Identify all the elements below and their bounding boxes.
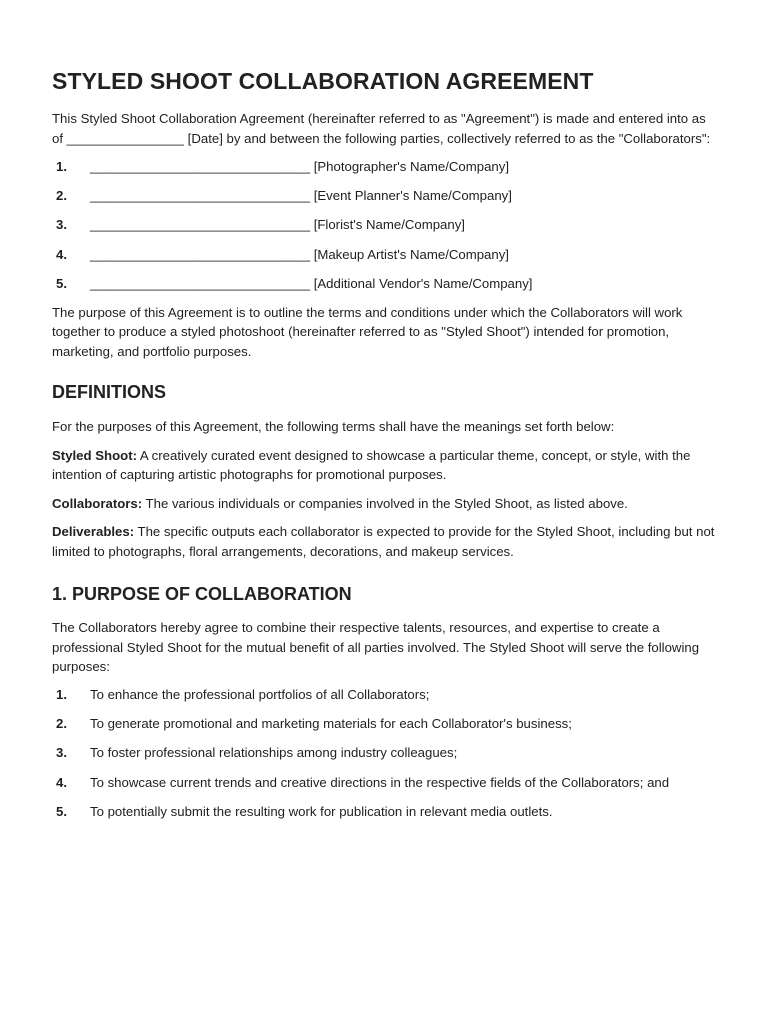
purpose-text: To enhance the professional portfolios of all Collaborators;: [90, 686, 430, 702]
party-line: ______________________________ [Photographer's Name/Company]: [90, 159, 509, 174]
document-title: STYLED SHOOT COLLABORATION AGREEMENT: [52, 68, 594, 94]
list-number: 5.: [56, 803, 67, 819]
list-number: 1.: [56, 686, 67, 702]
definition-deliverables: [52, 522, 718, 561]
list-item: [52, 157, 718, 177]
purpose-text: To showcase current trends and creative directions in the respective fields of the Collaborators; and: [90, 774, 670, 790]
list-item: [52, 274, 718, 294]
definition-text: The various individuals or companies involved in the Styled Shoot, as listed above.: [142, 495, 628, 511]
party-line: ______________________________ [Florist's Name/Company]: [90, 217, 465, 233]
list-item: [52, 802, 718, 822]
list-item: [52, 743, 718, 763]
definition-text: A creatively curated event designed to showcase a particular theme, concept, or style, with the intention of capturing artistic photographs for promotional purposes.: [52, 447, 691, 483]
list-number: 5.: [56, 275, 67, 291]
list-number: 2.: [56, 188, 67, 204]
party-line: ______________________________ [Additional Vendor's Name/Company]: [90, 275, 533, 291]
definition-term: Deliverables:: [52, 524, 135, 540]
definition-text: The specific outputs each collaborator is expected to provide for the Styled Shoot, including but not limited to photographs, floral arrangements, decorations, and makeup services.: [52, 524, 715, 559]
purpose-text: To foster professional relationships among industry colleagues;: [90, 745, 458, 761]
definition-term: Styled Shoot:: [52, 447, 137, 463]
list-item: [52, 773, 718, 793]
list-number: 4.: [56, 774, 67, 790]
list-number: 2.: [56, 716, 67, 732]
definition-styled-shoot: [52, 446, 718, 485]
party-line: ______________________________ [Makeup Artist's Name/Company]: [90, 246, 509, 262]
definitions-intro: For the purposes of this Agreement, the following terms shall have the meanings set forth below:: [52, 419, 615, 435]
section1-heading: 1. PURPOSE OF COLLABORATION: [52, 584, 352, 605]
definitions-heading: DEFINITIONS: [52, 382, 167, 403]
purpose-paragraph: The purpose of this Agreement is to outline the terms and conditions under which the Collaborators will work together to produce a styled photoshoot (hereinafter referred to as "Styled Shoot") intended for promotion, marketing, and portfolio purposes.: [52, 304, 683, 359]
list-item: [52, 685, 718, 705]
list-number: 4.: [56, 246, 67, 262]
intro-paragraph: This Styled Shoot Collaboration Agreement (hereinafter referred to as "Agreement") is made and entered into as of ________________ [Date] by and between the following parties, collectively referred to as the "Collaborators":: [52, 111, 711, 146]
list-item: [52, 245, 718, 265]
list-item: [52, 714, 718, 734]
list-item: [52, 186, 718, 206]
definition-collaborators: [52, 494, 718, 514]
list-item: [52, 215, 718, 235]
party-line: ______________________________ [Event Planner's Name/Company]: [90, 188, 512, 204]
purpose-text: To generate promotional and marketing materials for each Collaborator's business;: [90, 716, 572, 732]
section1-intro: The Collaborators hereby agree to combine their respective talents, resources, and expertise to create a professional Styled Shoot for the mutual benefit of all parties involved. The Styled Shoot will serve the following purposes:: [52, 620, 700, 675]
purposes-list: [52, 685, 718, 821]
parties-list: [52, 157, 718, 293]
definition-term: Collaborators:: [52, 495, 143, 511]
purpose-text: To potentially submit the resulting work for publication in relevant media outlets.: [90, 803, 553, 819]
list-number: 1.: [56, 159, 67, 174]
list-number: 3.: [56, 745, 67, 761]
list-number: 3.: [56, 217, 67, 233]
